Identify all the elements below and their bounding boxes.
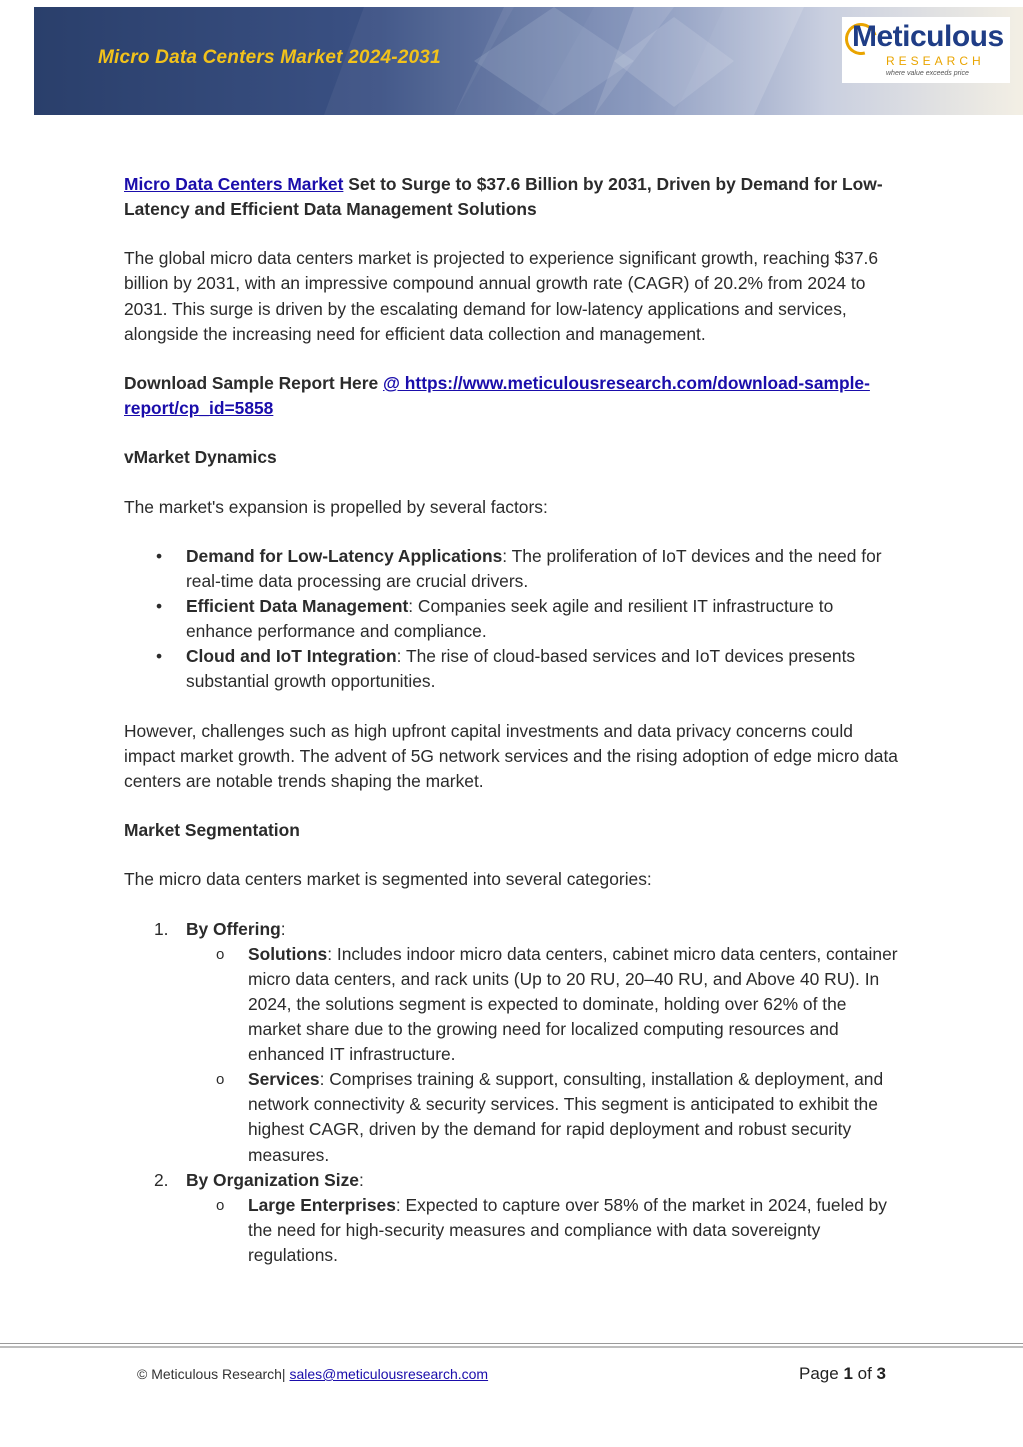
- intro-paragraph: The global micro data centers market is projected to experience significant growth, reaching $37.6 billion by 2031, with an impressive compound annual growth rate (CAGR) of 20.2% from 2024 to 2031. This surge is driven by the escalating demand for low-latency applications and services, alongside the increasing need for efficient data collection and management.: [124, 248, 878, 344]
- headline-link[interactable]: Micro Data Centers Market: [124, 174, 344, 194]
- sub-term: Solutions: [248, 943, 328, 964]
- page-indicator: [799, 1364, 886, 1384]
- header-banner: [34, 7, 1023, 115]
- footer-email-link[interactable]: sales@meticulousresearch.com: [289, 1366, 489, 1382]
- dynamics-heading: vMarket Dynamics: [124, 447, 277, 468]
- circle-bullet-icon: o: [216, 1196, 225, 1214]
- segment-sublist: [186, 1193, 904, 1268]
- sub-desc: : Expected to capture over 58% of the market in 2024, fueled by the need for high-security measures and compliance with data sovereignty regulations.: [248, 1194, 887, 1265]
- sub-desc: : Comprises training & support, consulting, installation & deployment, and network connectivity & security services. This segment is anticipated to exhibit the highest CAGR, driven by the demand for rapid deployment and robust security measures.: [248, 1069, 884, 1165]
- circle-bullet-icon: o: [216, 945, 225, 963]
- sub-item: [186, 1193, 904, 1268]
- segment-number: 1.: [154, 918, 169, 939]
- footer-divider-secondary: [0, 1346, 1023, 1348]
- headline: [124, 172, 904, 222]
- download-label: Download Sample Report Here: [124, 372, 383, 393]
- footer-copyright: [137, 1366, 488, 1382]
- page-of: of: [852, 1364, 877, 1383]
- list-item: [124, 594, 904, 644]
- logo-tagline: where value exceeds price: [886, 70, 969, 77]
- segment-number: 2.: [154, 1169, 169, 1190]
- segmentation-intro: The micro data centers market is segmented into several categories:: [124, 869, 652, 890]
- segment-colon: :: [280, 918, 286, 939]
- list-item: [124, 644, 904, 694]
- bullet-icon: •: [156, 545, 163, 566]
- download-link[interactable]: @ https://www.meticulousresearch.com/download-sample-report/cp_id=5858: [124, 372, 870, 419]
- download-line: [124, 371, 904, 421]
- banner-title: Micro Data Centers Market 2024-2031: [98, 47, 441, 68]
- list-item: [124, 544, 904, 594]
- article-body: [124, 172, 904, 1268]
- page-prefix: Page: [799, 1364, 844, 1383]
- factors-list: [124, 544, 904, 695]
- factor-desc: : The rise of cloud-based services and IoT devices presents substantial growth opportunities.: [186, 646, 856, 692]
- segmentation-heading: Market Segmentation: [124, 820, 300, 841]
- headline-text: Set to Surge to $37.6 Billion by 2031, Driven by Demand for Low-Latency and Efficient Data Management Solutions: [124, 174, 883, 220]
- factor-desc: : Companies seek agile and resilient IT infrastructure to enhance performance and compliance.: [186, 596, 834, 642]
- copyright-text: © Meticulous Research|: [137, 1366, 290, 1382]
- logo-word: Meticulous: [852, 20, 1004, 53]
- dynamics-intro: The market's expansion is propelled by several factors:: [124, 496, 548, 517]
- factor-term: Efficient Data Management: [186, 596, 409, 617]
- meticulous-logo: [842, 17, 1010, 83]
- circle-bullet-icon: o: [216, 1071, 225, 1089]
- sub-term: Services: [248, 1069, 320, 1090]
- factor-desc: : The proliferation of IoT devices and the need for real-time data processing are crucial drivers.: [186, 545, 882, 591]
- logo-sub: RESEARCH: [886, 54, 985, 68]
- page-current: 1: [843, 1364, 853, 1383]
- segment-title: By Offering: [186, 918, 281, 939]
- segment-item: [124, 1168, 904, 1268]
- factor-term: Demand for Low-Latency Applications: [186, 545, 503, 566]
- challenges-paragraph: However, challenges such as high upfront capital investments and data privacy concerns could impact market growth. The advent of 5G network services and the rising adoption of edge micro data centers are notable trends shaping the market.: [124, 720, 898, 791]
- bullet-icon: •: [156, 646, 163, 667]
- segment-colon: :: [358, 1169, 364, 1190]
- segment-title: By Organization Size: [186, 1169, 359, 1190]
- bullet-icon: •: [156, 596, 163, 617]
- page-total: 3: [876, 1364, 886, 1383]
- sub-desc: : Includes indoor micro data centers, cabinet micro data centers, container micro data centers, and rack units (Up to 20 RU, 20–40 RU, and Above 40 RU). In 2024, the solutions segment is expected to dominate, holding over 62% of the market share due to the growing need for localized computing resources and enhanced IT infrastructure.: [248, 943, 898, 1065]
- sub-term: Large Enterprises: [248, 1194, 396, 1215]
- factor-term: Cloud and IoT Integration: [186, 646, 397, 667]
- sub-item: [186, 1067, 904, 1167]
- sub-item: [186, 942, 904, 1067]
- segments-list: [124, 917, 904, 1268]
- segment-item: [124, 917, 904, 1168]
- footer-divider: [0, 1343, 1023, 1344]
- segment-sublist: [186, 942, 904, 1168]
